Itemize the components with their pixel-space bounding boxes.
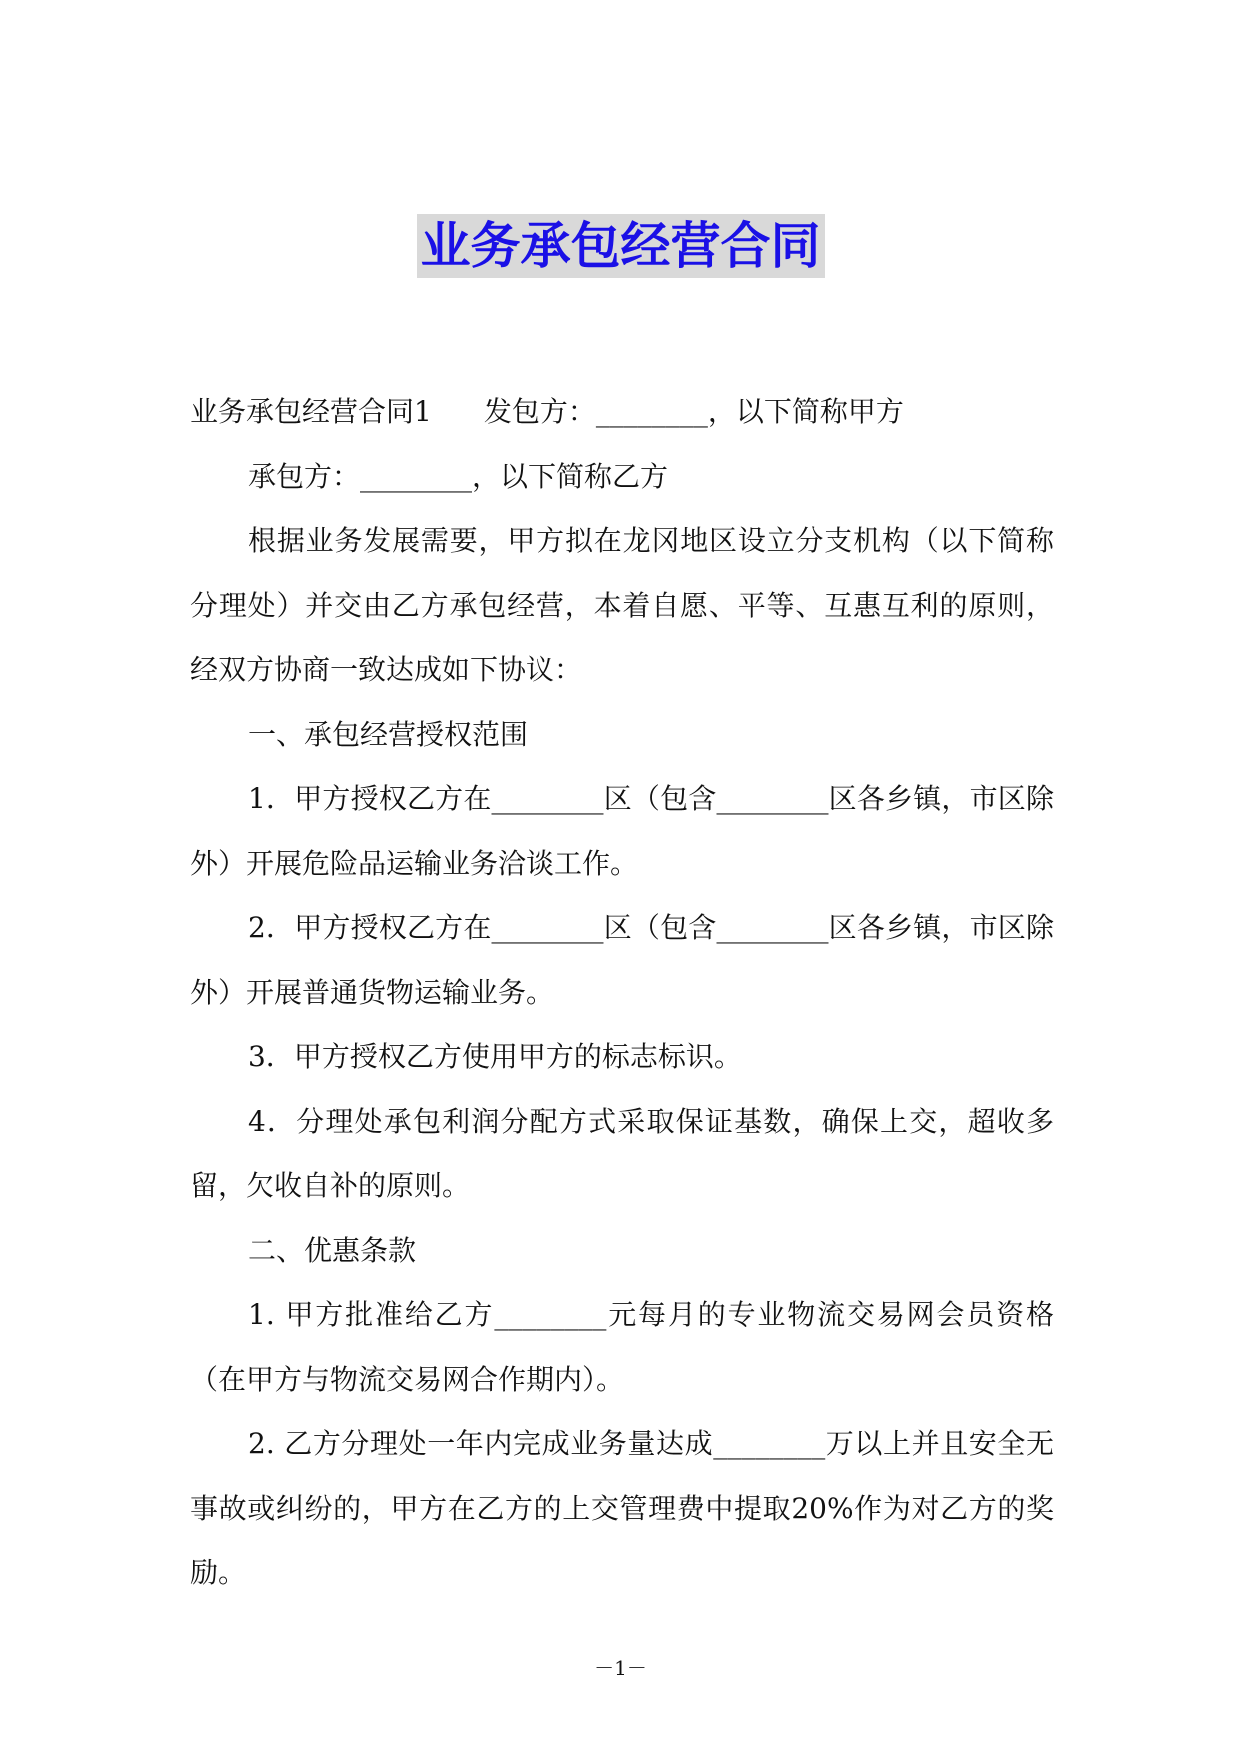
page-number: －1－	[594, 1656, 647, 1680]
clause-2-1: 1. 甲方批准给乙方________元每月的专业物流交易网会员资格（在甲方与物流交易网合作期内）。	[190, 1298, 1054, 1396]
document-body	[190, 380, 1054, 1606]
paragraph-intro	[190, 380, 1054, 445]
document-title: 业务承包经营合同	[417, 214, 825, 278]
party-b-line: 承包方：________，以下简称乙方	[248, 459, 669, 493]
paragraph-preamble: 根据业务发展需要，甲方拟在龙冈地区设立分支机构（以下简称分理处）并交由乙方承包经营，本着自愿、平等、互惠互利的原则，经双方协商一致达成如下协议：	[190, 524, 1054, 686]
clause-2-2: 2. 乙方分理处一年内完成业务量达成________万以上并且安全无事故或纠纷的，甲方在乙方的上交管理费中提取20%作为对乙方的奖励。	[190, 1427, 1054, 1589]
clause-1-4: 4．分理处承包利润分配方式采取保证基数，确保上交，超收多留，欠收自补的原则。	[190, 1104, 1054, 1202]
title-container	[0, 214, 1241, 278]
clause-1-2: 2．甲方授权乙方在________区（包含________区各乡镇，市区除外）开展普通货物运输业务。	[190, 911, 1054, 1009]
section-heading-1: 一、承包经营授权范围	[248, 717, 529, 751]
party-a-line: 发包方：________，以下简称甲方	[483, 395, 904, 428]
clause-1-1: 1．甲方授权乙方在________区（包含________区各乡镇，市区除外）开展危险品运输业务洽谈工作。	[190, 782, 1054, 880]
contract-heading-inline: 业务承包经营合同1	[190, 395, 432, 428]
clause-1-3: 3．甲方授权乙方使用甲方的标志标识。	[248, 1040, 742, 1073]
section-heading-2: 二、优惠条款	[248, 1233, 417, 1267]
